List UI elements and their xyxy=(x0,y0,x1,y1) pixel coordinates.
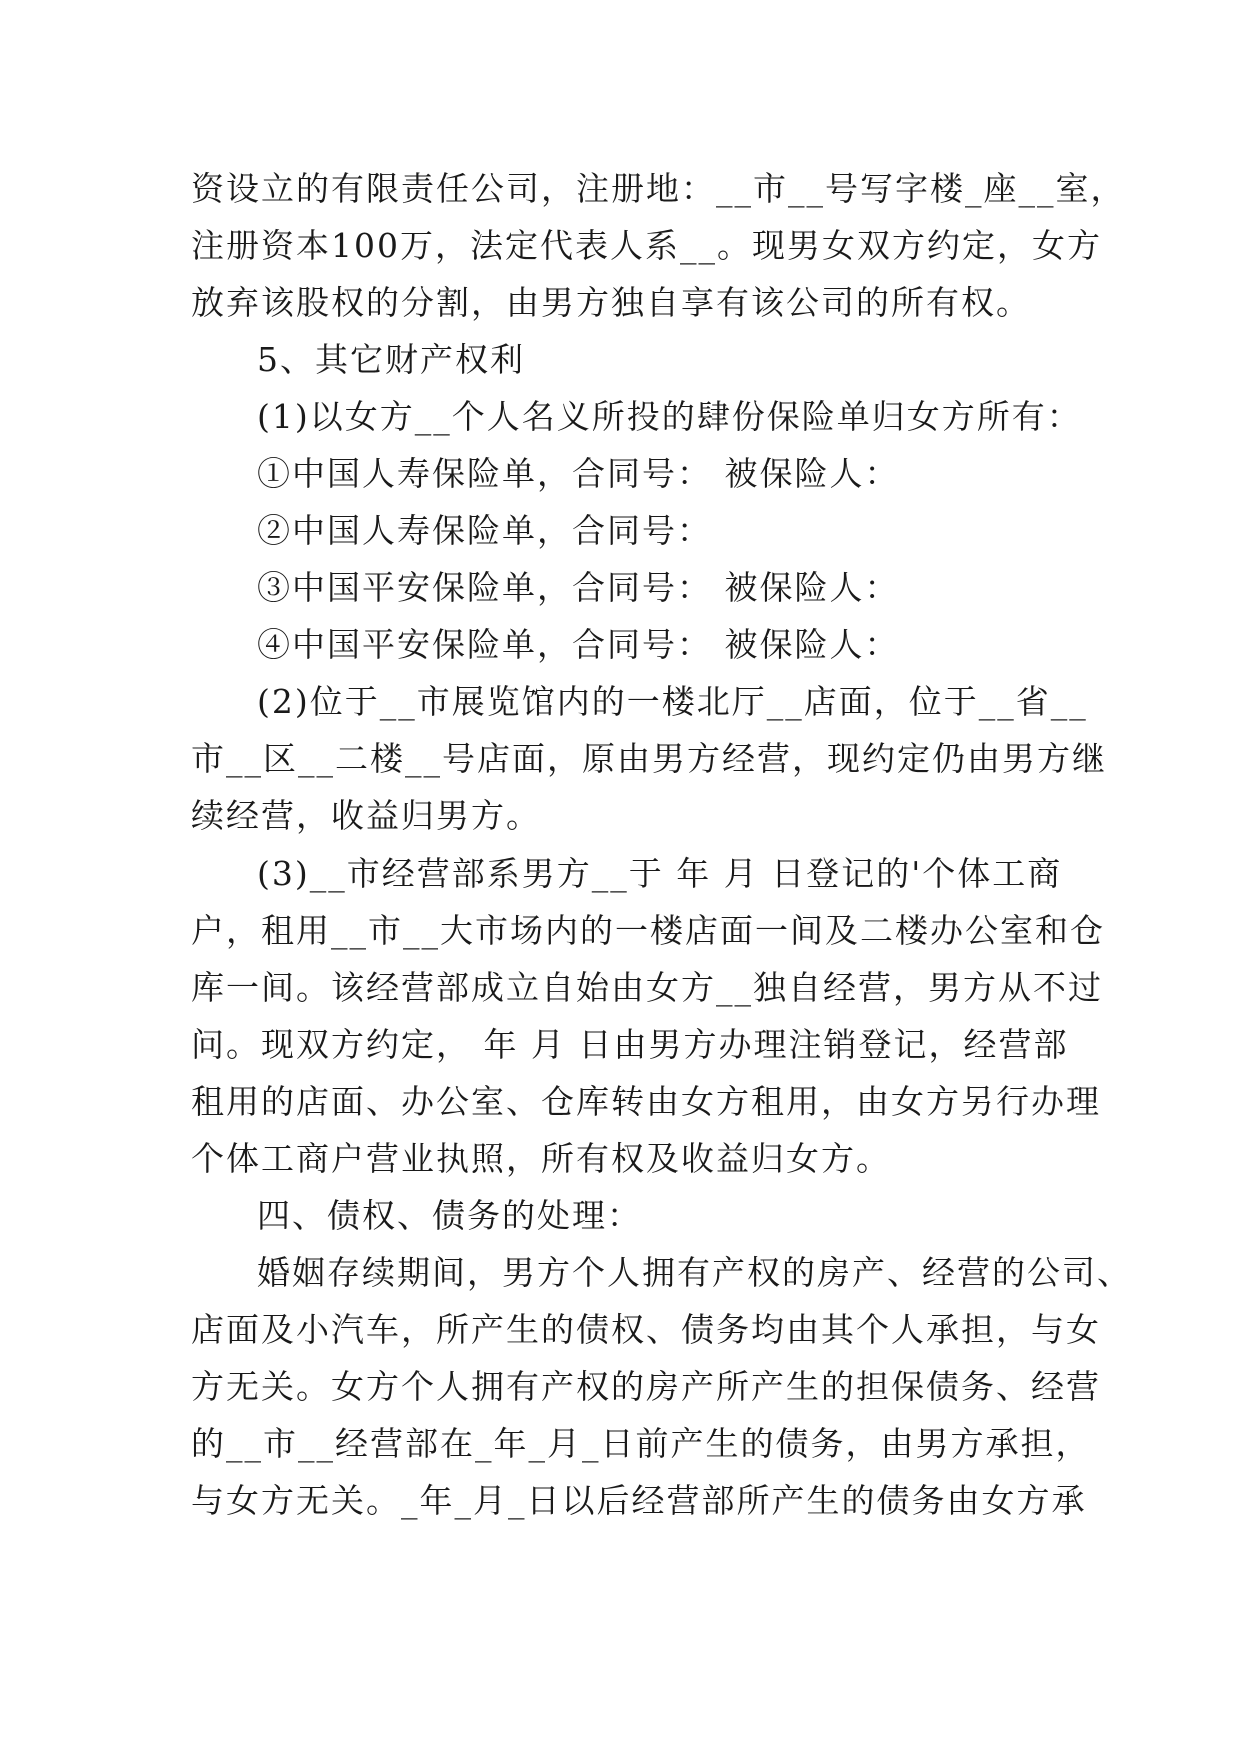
text-line: 注册资本100万，法定代表人系__。现男女双方约定，女方 xyxy=(191,226,1102,265)
text-line: 与女方无关。_年_月_日以后经营部所产生的债务由女方承 xyxy=(191,1481,1087,1520)
list-item: ④中国平安保险单，合同号： 被保险人： xyxy=(257,625,900,664)
text-line: 市__区__二楼__号店面，原由男方经营，现约定仍由男方继 xyxy=(191,739,1107,778)
text-line: 的__市__经营部在_年_月_日前产生的债务，由男方承担， xyxy=(191,1424,1091,1463)
list-item: ②中国人寿保险单，合同号： xyxy=(257,511,712,550)
list-item: ①中国人寿保险单，合同号： 被保险人： xyxy=(257,454,900,493)
text-line: 个体工商户营业执照，所有权及收益归女方。 xyxy=(191,1139,891,1178)
section-heading: 四、债权、债务的处理： xyxy=(257,1196,642,1235)
text-line: (2)位于__市展览馆内的一楼北厅__店面，位于__省__ xyxy=(257,682,1088,721)
text-line: 库一间。该经营部成立自始由女方__独自经营，男方从不过 xyxy=(191,968,1103,1007)
list-item: ③中国平安保险单，合同号： 被保险人： xyxy=(257,568,900,607)
text-line: 婚姻存续期间，男方个人拥有产权的房产、经营的公司、 xyxy=(257,1253,1132,1292)
text-line: 续经营，收益归男方。 xyxy=(191,796,541,835)
text-line: 店面及小汽车，所产生的债权、债务均由其个人承担，与女 xyxy=(191,1310,1101,1349)
text-line: 资设立的有限责任公司，注册地：__市__号写字楼_座__室， xyxy=(191,169,1126,208)
text-line: 问。现双方约定， 年 月 日由男方办理注销登记，经营部 xyxy=(191,1025,1069,1064)
text-line: (1)以女方__个人名义所投的肆份保险单归女方所有： xyxy=(257,397,1082,436)
text-line: 方无关。女方个人拥有产权的房产所产生的担保债务、经营 xyxy=(191,1367,1101,1406)
text-line: (3)__市经营部系男方__于 年 月 日登记的'个体工商 xyxy=(257,854,1063,893)
text-line: 放弃该股权的分割，由男方独自享有该公司的所有权。 xyxy=(191,283,1031,322)
text-line: 户，租用__市__大市场内的一楼店面一间及二楼办公室和仓 xyxy=(191,911,1105,950)
section-heading: 5、其它财产权利 xyxy=(257,340,525,379)
text-line: 租用的店面、办公室、仓库转由女方租用，由女方另行办理 xyxy=(191,1082,1101,1121)
